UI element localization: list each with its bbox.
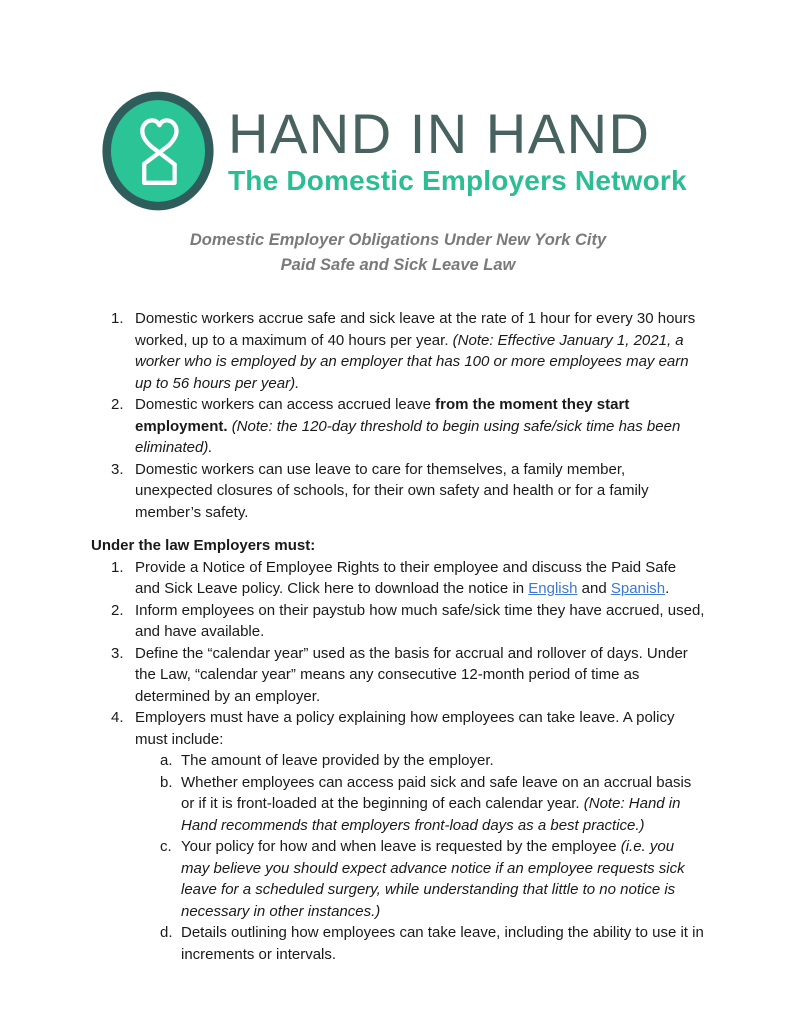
- text-segment: Provide a Notice of Employee Rights to their employee and discuss the Paid Safe and Sick Leave policy. Click here to download the notice in: [135, 558, 677, 597]
- list-item: [91, 557, 705, 600]
- text-segment: (Note: the 120-day threshold to begin using safe/sick time has been eliminated).: [135, 417, 681, 456]
- list-item: [91, 308, 705, 394]
- text-segment: Your policy for how and when leave is requested by the employee: [181, 838, 621, 855]
- inline-link[interactable]: English: [528, 580, 578, 597]
- document-title-line1: Domestic Employer Obligations Under New York City: [189, 231, 607, 249]
- text-segment: Domestic workers can access accrued leave: [135, 396, 436, 413]
- sub-list-item: [135, 922, 705, 965]
- list-item: [91, 459, 705, 524]
- text-segment: (Note: Effective January 1, 2021, a worker who is employed by an employer that has 100 or more employees may earn up to 56 hours per year).: [135, 331, 689, 392]
- text-segment: and: [577, 580, 611, 597]
- law-list: [91, 308, 705, 523]
- sub-list-item: [135, 772, 705, 837]
- text-segment: Whether employees can access paid sick and safe leave on an accrual basis or if it is front-loaded at the beginning of each calendar year.: [181, 773, 692, 812]
- list-item: [91, 643, 705, 708]
- logo-text: [228, 102, 687, 197]
- logo-subtitle: The Domestic Employers Network: [228, 165, 687, 196]
- document-title-line2: Paid Safe and Sick Leave Law: [280, 256, 516, 274]
- text-segment: (i.e. you may believe you should expect advance notice if an employee requests sick leave for a scheduled surgery, while understanding that little to no notice is necessary in other instances.): [181, 838, 685, 920]
- text-segment: The amount of leave provided by the employer.: [181, 752, 494, 769]
- text-segment: Details outlining how employees can take leave, including the ability to use it in increments or intervals.: [181, 924, 704, 963]
- text-segment: Inform employees on their paystub how much safe/sick time they have accrued, used, and have available.: [135, 601, 705, 640]
- text-segment: Employers must have a policy explaining how employees can take leave. A policy must include:: [135, 709, 675, 748]
- sub-list-item: [135, 836, 705, 922]
- list-item: [91, 394, 705, 459]
- document-title: [91, 228, 705, 278]
- text-segment: Define the “calendar year” used as the basis for accrual and rollover of days. Under the Law, “calendar year” means any consecutive 12-month period of time as determined by an employer.: [135, 644, 688, 705]
- logo-title: HAND IN HAND: [228, 102, 651, 165]
- text-segment: from the moment they start employment.: [135, 396, 630, 435]
- employers-heading: Under the law Employers must:: [91, 537, 316, 554]
- text-segment: (Note: Hand in Hand recommends that employers front-load days as a best practice.): [181, 795, 681, 834]
- text-segment: .: [665, 580, 670, 597]
- text-segment: Domestic workers can use leave to care for themselves, a family member, unexpected closures of schools, for their own safety and health or for a family member’s safety.: [135, 460, 649, 521]
- list-item: [91, 600, 705, 643]
- list-item: [91, 707, 705, 965]
- inline-link[interactable]: Spanish: [610, 580, 666, 597]
- logo: [101, 90, 705, 212]
- sub-list: [135, 750, 705, 965]
- sub-list-item: [135, 750, 705, 772]
- employers-list: [91, 557, 705, 966]
- heart-house-logo-icon: [101, 90, 215, 212]
- text-segment: Domestic workers accrue safe and sick leave at the rate of 1 hour for every 30 hours worked, up to a maximum of 40 hours per year.: [135, 310, 696, 349]
